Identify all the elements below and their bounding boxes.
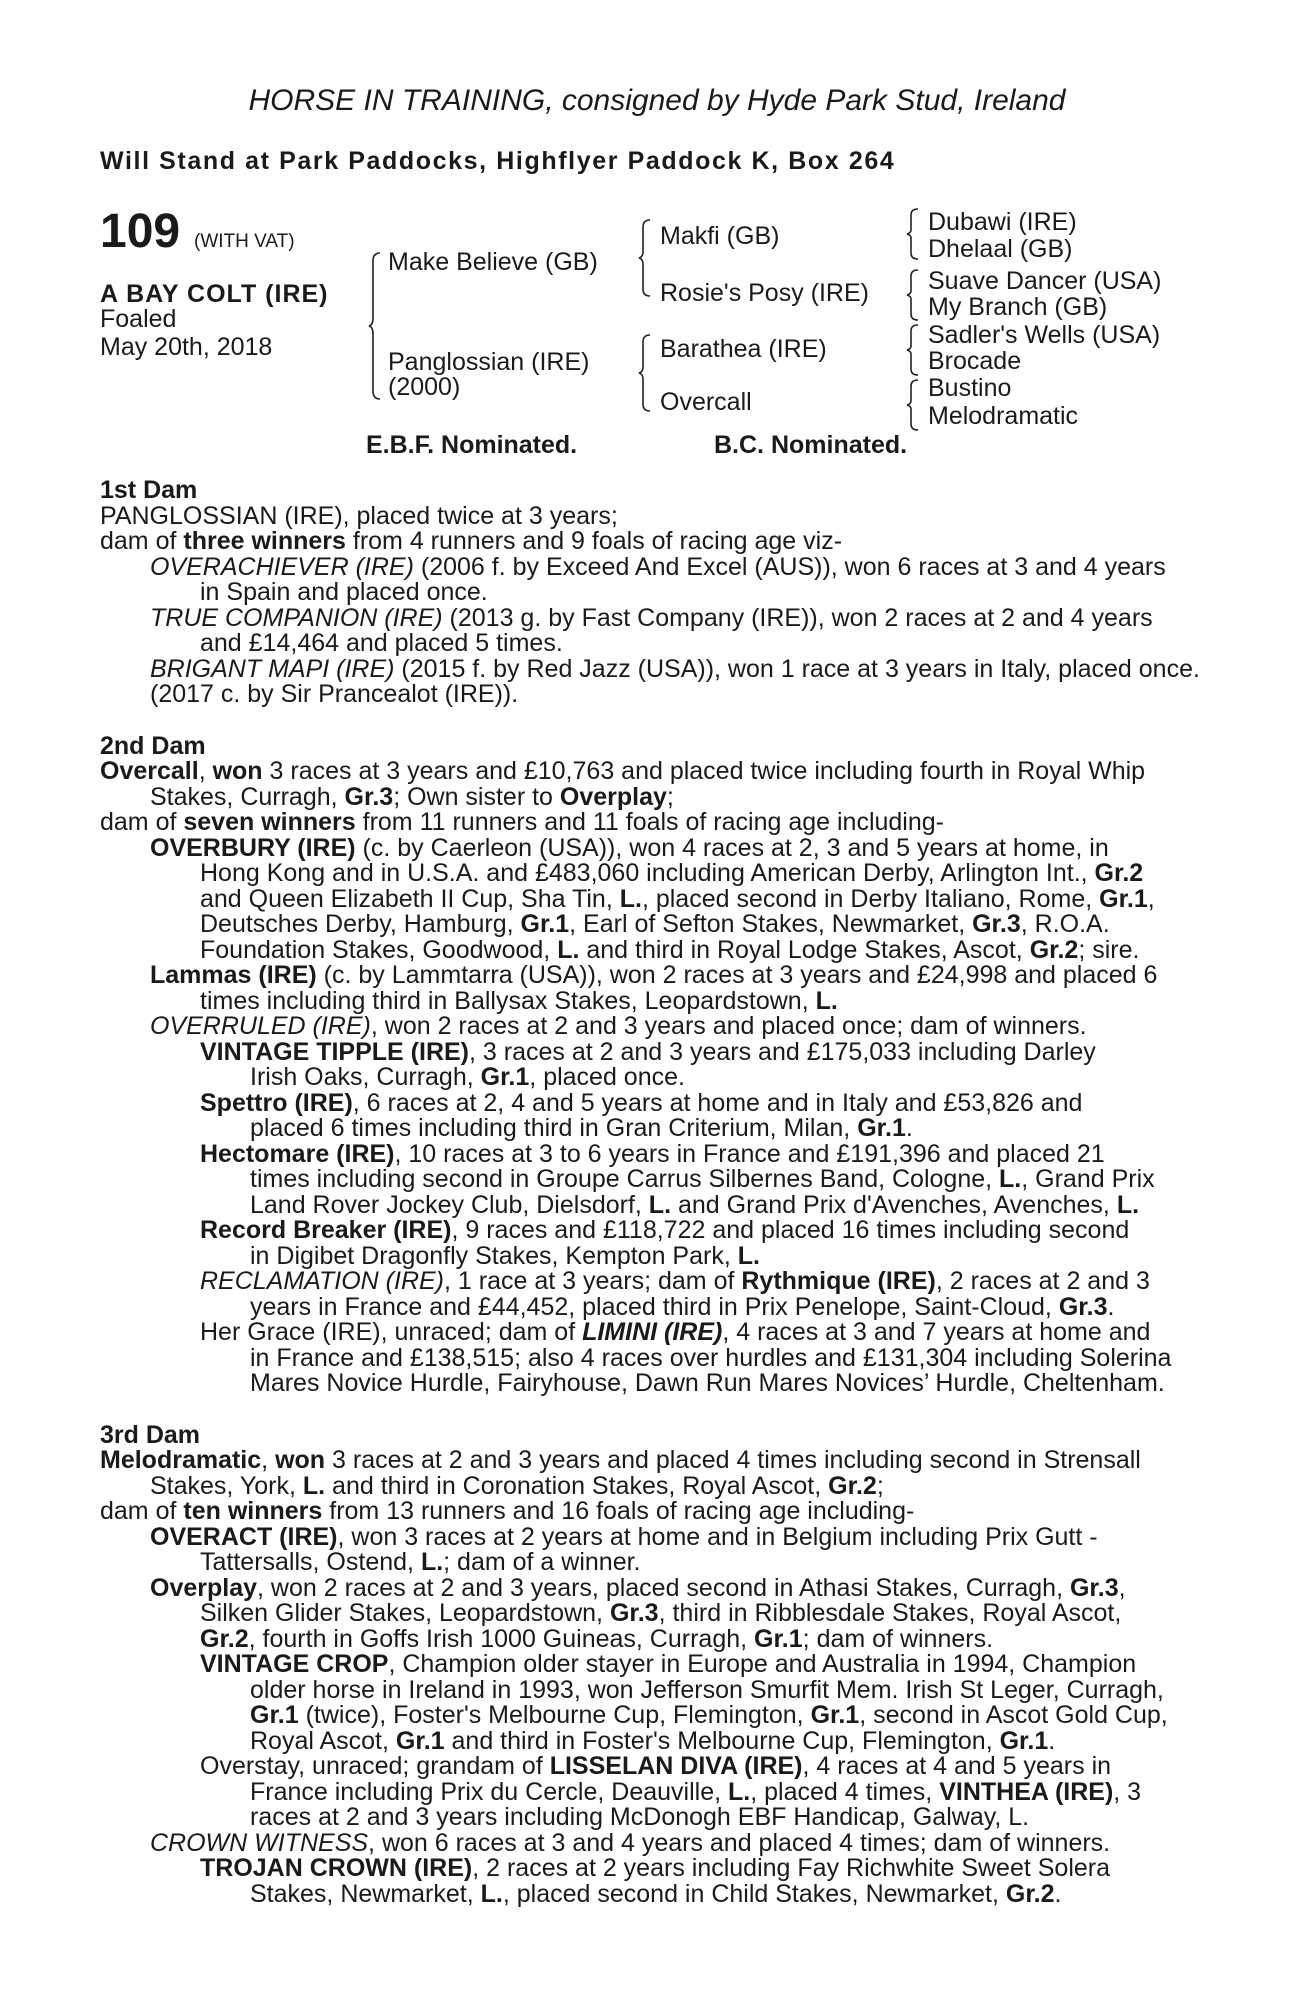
- pedigree-bracket: [368, 251, 384, 401]
- pedigree-bracket: [906, 268, 922, 322]
- produce-entry-cont: times including third in Ballysax Stakes, Leopardstown, L.: [200, 986, 838, 1015]
- grand-produce-entry: VINTAGE CROP, Champion older stayer in Europe and Australia in 1994, Champion: [200, 1650, 1137, 1678]
- grand-produce-entry-cont: Irish Oaks, Curragh, Gr.1, placed once.: [250, 1063, 685, 1091]
- produce-entry: OVERBURY (IRE) (c. by Caerleon (USA)), won 4 races at 2, 3 and 5 years at home, in: [150, 833, 1109, 862]
- produce-entry: (2017 c. by Sir Prancealot (IRE)).: [150, 680, 519, 708]
- grand-produce-entry-cont: placed 6 times including third in Gran Criterium, Milan, Gr.1.: [250, 1114, 913, 1142]
- grand-produce-entry-cont: older horse in Ireland in 1993, won Jefferson Smurfit Mem. Irish St Leger, Curragh,: [250, 1675, 1164, 1704]
- grand-produce-entry-cont: Royal Ascot, Gr.1 and third in Foster's Melbourne Cup, Flemington, Gr.1.: [250, 1726, 1056, 1755]
- produce-entry: Overplay, won 2 races at 2 and 3 years, placed second in Athasi Stakes, Curragh, Gr.3,: [150, 1573, 1126, 1602]
- pedigree-dam-sire: Barathea (IRE): [660, 335, 827, 363]
- pedigree-bracket: [906, 323, 922, 377]
- dam-produce-summary: dam of three winners from 4 runners and 9 foals of racing age viz-: [100, 527, 843, 555]
- grand-produce-entry: Record Breaker (IRE), 9 races and £118,722 and placed 16 times including second: [200, 1216, 1130, 1244]
- dam-produce-summary: dam of seven winners from 11 runners and 11 foals of racing age including-: [100, 808, 944, 836]
- grand-produce-entry: TROJAN CROWN (IRE), 2 races at 2 years including Fay Richwhite Sweet Solera: [200, 1854, 1111, 1882]
- produce-entry-cont: Silken Glider Stakes, Leopardstown, Gr.3, third in Ribblesdale Stakes, Royal Ascot,: [200, 1599, 1122, 1627]
- produce-entry-cont: Gr.2, fourth in Goffs Irish 1000 Guineas, Curragh, Gr.1; dam of winners.: [200, 1624, 994, 1653]
- produce-entry: OVERACT (IRE), won 3 races at 2 years at home and in Belgium including Prix Gutt -: [150, 1522, 1098, 1551]
- pedigree-gen3-8: Melodramatic: [928, 402, 1079, 430]
- lot-description: A BAY COLT (IRE): [100, 280, 329, 308]
- bc-nomination: B.C. Nominated.: [714, 431, 908, 459]
- foaled-label: Foaled: [100, 305, 177, 333]
- pedigree-sire-dam: Rosie's Posy (IRE): [660, 279, 869, 307]
- produce-entry: TRUE COMPANION (IRE) (2013 g. by Fast Company (IRE)), won 2 races at 2 and 4 years: [150, 603, 1153, 632]
- produce-entry: OVERRULED (IRE), won 2 races at 2 and 3 years and placed once; dam of winners.: [150, 1012, 1087, 1040]
- pedigree-bracket: [638, 218, 654, 298]
- grand-produce-entry-cont: years in France and £44,452, placed third in Prix Penelope, Saint-Cloud, Gr.3.: [250, 1292, 1115, 1321]
- pedigree-gen3-7: Bustino: [928, 374, 1012, 402]
- grand-produce-entry-cont: Mares Novice Hurdle, Fairyhouse, Dawn Run Mares Novices’ Hurdle, Cheltenham.: [250, 1369, 1165, 1397]
- grand-produce-entry-cont: races at 2 and 3 years including McDonogh EBF Handicap, Galway, L.: [250, 1803, 1030, 1831]
- grand-produce-entry: Overstay, unraced; grandam of LISSELAN DIVA (IRE), 4 races at 4 and 5 years in: [200, 1752, 1112, 1780]
- produce-entry: OVERACHIEVER (IRE) (2006 f. by Exceed And Excel (AUS)), won 6 races at 3 and 4 years: [150, 552, 1166, 581]
- produce-entry: BRIGANT MAPI (IRE) (2015 f. by Red Jazz (USA)), won 1 race at 3 years in Italy, placed once.: [150, 654, 1200, 683]
- pedigree-bracket: [906, 378, 922, 432]
- catalogue-header: HORSE IN TRAINING, consigned by Hyde Park Stud, Ireland: [248, 84, 1066, 117]
- first-dam-heading: 1st Dam: [100, 476, 198, 504]
- pedigree-sire: Make Believe (GB): [388, 248, 598, 276]
- produce-entry-cont: Tattersalls, Ostend, L.; dam of a winner.: [200, 1548, 641, 1576]
- second-dam-heading: 2nd Dam: [100, 731, 206, 760]
- grand-produce-entry-cont: times including second in Groupe Carrus Silbernes Band, Cologne, L., Grand Prix: [250, 1165, 1155, 1193]
- pedigree-gen3-1: Dubawi (IRE): [928, 208, 1077, 236]
- dam-line-cont: Stakes, Curragh, Gr.3; Own sister to Overplay;: [150, 782, 674, 811]
- pedigree-bracket: [906, 207, 922, 261]
- produce-entry-cont: Foundation Stakes, Goodwood, L. and third in Royal Lodge Stakes, Ascot, Gr.2; sire.: [200, 935, 1140, 964]
- produce-entry-cont: and £14,464 and placed 5 times.: [200, 629, 563, 657]
- grand-produce-entry-cont: Land Rover Jockey Club, Dielsdorf, L. and Grand Prix d'Avenches, Avenches, L.: [250, 1190, 1140, 1219]
- pedigree-bracket: [638, 333, 654, 413]
- pedigree-gen3-5: Sadler's Wells (USA): [928, 321, 1161, 349]
- pedigree-sire-sire: Makfi (GB): [660, 222, 780, 250]
- pedigree-dam-dam: Overcall: [660, 388, 752, 416]
- dam-line: PANGLOSSIAN (IRE), placed twice at 3 years;: [100, 501, 618, 530]
- produce-entry-cont: Hong Kong and in U.S.A. and £483,060 including American Derby, Arlington Int., Gr.2: [200, 859, 1144, 887]
- grand-produce-entry: Hectomare (IRE), 10 races at 3 to 6 years in France and £191,396 and placed 21: [200, 1139, 1105, 1168]
- produce-entry: CROWN WITNESS, won 6 races at 3 and 4 years and placed 4 times; dam of winners.: [150, 1828, 1111, 1857]
- grand-produce-entry: Spettro (IRE), 6 races at 2, 4 and 5 years at home and in Italy and £53,826 and: [200, 1088, 1083, 1117]
- produce-entry: Lammas (IRE) (c. by Lammtarra (USA)), won 2 races at 3 years and £24,998 and placed 6: [150, 961, 1158, 989]
- dam-line: Overcall, won 3 races at 3 years and £10,763 and placed twice including fourth in Royal Whip: [100, 757, 1146, 785]
- grand-produce-entry: Her Grace (IRE), unraced; dam of LIMINI (IRE), 4 races at 3 and 7 years at home and: [200, 1318, 1151, 1346]
- produce-entry-cont: in Spain and placed once.: [200, 578, 488, 606]
- grand-produce-entry-cont: France including Prix du Cercle, Deauville, L., placed 4 times, VINTHEA (IRE), 3: [250, 1777, 1142, 1806]
- lot-number: 109: [100, 205, 181, 258]
- pedigree-gen3-2: Dhelaal (GB): [928, 235, 1073, 263]
- dam-family-notes: [100, 478, 1206, 1907]
- produce-entry-cont: and Queen Elizabeth II Cup, Sha Tin, L., placed second in Derby Italiano, Rome, Gr.1,: [200, 884, 1155, 913]
- foaled-date: May 20th, 2018: [100, 333, 273, 361]
- stand-location: Will Stand at Park Paddocks, Highflyer Paddock K, Box 264: [100, 147, 896, 175]
- grand-produce-entry: VINTAGE TIPPLE (IRE), 3 races at 2 and 3 years and £175,033 including Darley: [200, 1037, 1096, 1066]
- produce-entry-cont: Deutsches Derby, Hamburg, Gr.1, Earl of Sefton Stakes, Newmarket, Gr.3, R.O.A.: [200, 910, 1110, 938]
- pedigree-dam-year: (2000): [388, 373, 461, 401]
- dam-produce-summary: dam of ten winners from 13 runners and 16 foals of racing age including-: [100, 1497, 915, 1525]
- grand-produce-entry-cont: Stakes, Newmarket, L., placed second in Child Stakes, Newmarket, Gr.2.: [250, 1879, 1062, 1908]
- third-dam-heading: 3rd Dam: [100, 1420, 201, 1449]
- pedigree-gen3-3: Suave Dancer (USA): [928, 267, 1162, 295]
- grand-produce-entry-cont: in Digibet Dragonfly Stakes, Kempton Park, L.: [250, 1241, 760, 1270]
- vat-label: (WITH VAT): [194, 231, 295, 252]
- grand-produce-entry: RECLAMATION (IRE), 1 race at 3 years; dam of Rythmique (IRE), 2 races at 2 and 3: [200, 1267, 1150, 1295]
- dam-line-cont: Stakes, York, L. and third in Coronation Stakes, Royal Ascot, Gr.2;: [150, 1471, 884, 1500]
- ebf-nomination: E.B.F. Nominated.: [366, 431, 578, 459]
- pedigree-dam: Panglossian (IRE): [388, 348, 590, 376]
- pedigree-gen3-6: Brocade: [928, 347, 1022, 375]
- grand-produce-entry-cont: Gr.1 (twice), Foster's Melbourne Cup, Flemington, Gr.1, second in Ascot Gold Cup,: [250, 1701, 1168, 1729]
- grand-produce-entry-cont: in France and £138,515; also 4 races over hurdles and £131,304 including Solerina: [250, 1343, 1172, 1372]
- pedigree-gen3-4: My Branch (GB): [928, 293, 1108, 321]
- dam-line: Melodramatic, won 3 races at 2 and 3 years and placed 4 times including second in Strensall: [100, 1446, 1141, 1474]
